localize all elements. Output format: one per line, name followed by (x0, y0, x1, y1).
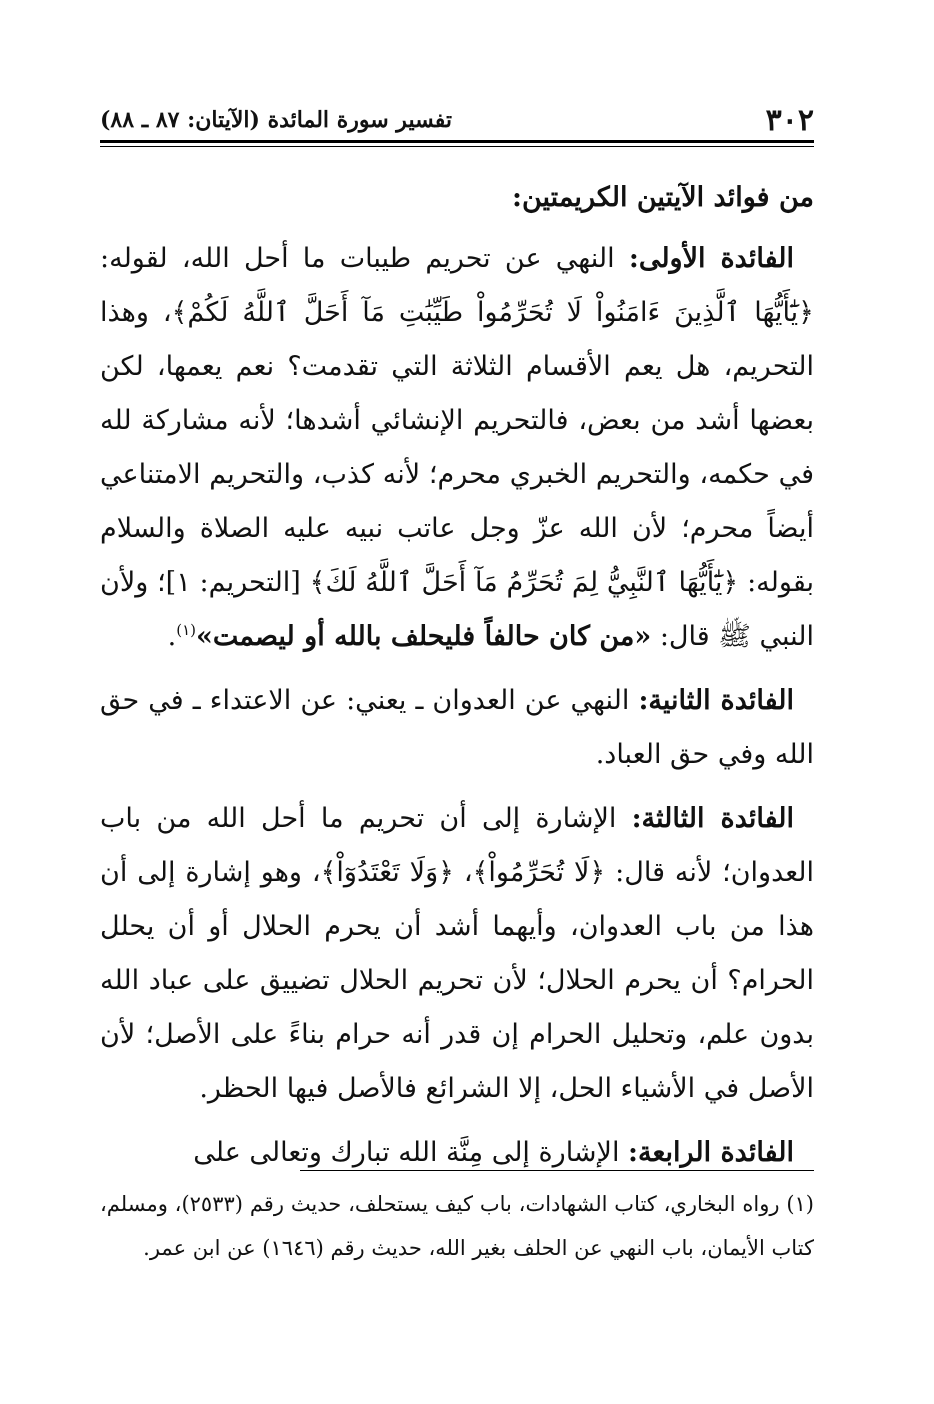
footnote-text: (١) رواه البخاري، كتاب الشهادات، باب كيف يستحلف، حديث رقم (٢٥٣٣)، ومسلم، كتاب الأيمان، باب النهي عن الحلف بغير الله، حديث رقم (١٦٤٦) عن ابن عمر. (100, 1192, 814, 1260)
benefit-2-text: النهي عن العدوان ـ يعني: عن الاعتداء ـ في حق الله وفي حق العباد. (100, 685, 814, 770)
benefit-1-verse-a: ﴿يَٰٓأَيُّهَا ٱلَّذِينَ ءَامَنُواْ لَا تُحَرِّمُواْ طَيِّبَٰتِ مَآ أَحَلَّ ٱللَّهُ لَكُمْ﴾ (171, 297, 815, 328)
footnote-divider (300, 1170, 814, 1171)
benefit-1-text-c: [التحريم: ١]؛ ولأن النبي ﷺ قال: (100, 567, 814, 652)
benefit-4-text: الإشارة إلى مِنَّة الله تبارك وتعالى على (193, 1137, 629, 1168)
benefit-3-text-b: ، (453, 857, 473, 888)
benefit-1-verse-b: ﴿يَٰٓأَيُّهَا ٱلنَّبِيُّ لِمَ تُحَرِّمُ مَآ أَحَلَّ ٱللَّهُ لَكَ﴾ (309, 567, 739, 598)
benefit-3-label: الفائدة الثالثة: (631, 803, 794, 834)
benefit-1-text-d: . (167, 621, 177, 652)
footnote-marker: (١) (176, 621, 196, 639)
page-number: ٣٠٢ (765, 102, 814, 138)
section-heading: من فوائد الآيتين الكريمتين: (512, 182, 814, 213)
benefit-1-text-b: ، وهذا التحريم، هل يعم الأقسام الثلاثة التي تقدمت؟ نعم يعمها، لكن بعضها أشد من بعض، فالتحريم الإنشائي أشدها؛ لأنه مشاركة لله في حكمه، والتحريم الخبري محرم؛ لأنه كذب، والتحريم الامتناعي أيضاً محرم؛ لأن الله عزّ وجل عاتب نبيه عليه الصلاة والسلام بقوله: (100, 297, 814, 598)
header-rule-thin (100, 146, 814, 147)
benefit-2 (100, 674, 814, 782)
footnote (100, 1182, 814, 1270)
benefit-4 (100, 1126, 814, 1180)
benefit-3-verse-a: ﴿لَا تُحَرِّمُواْ﴾ (472, 857, 606, 888)
benefit-3-verse-b: ﴿وَلَا تَعْتَدُوٓاْ﴾ (320, 857, 454, 888)
benefit-1-text-a: النهي عن تحريم طيبات ما أحل الله، لقوله: (100, 243, 629, 274)
main-text (100, 172, 814, 1190)
benefit-1 (100, 232, 814, 664)
benefit-1-label: الفائدة الأولى: (628, 243, 794, 274)
benefit-3 (100, 792, 814, 1116)
benefit-4-label: الفائدة الرابعة: (628, 1137, 794, 1168)
page-header (100, 95, 814, 145)
benefit-1-hadith: «من كان حالفاً فليحلف بالله أو ليصمت» (196, 621, 652, 652)
benefit-3-text-c: ، وهو إشارة إلى أن هذا من باب العدوان، وأيهما أشد أن يحرم الحلال أو أن يحلل الحرام؟ أن يحرم الحلال؛ لأن تحريم الحلال تضييق على عباد الله بدون علم، وتحليل الحرام إن قدر أنه حرام بناءً على الأصل؛ لأن الأصل في الأشياء الحل، إلا الشرائع فالأصل فيها الحظر. (100, 857, 814, 1104)
running-title: تفسير سورة المائدة (الآيتان: ٨٧ ـ ٨٨) (100, 107, 452, 133)
header-rule-thick (100, 140, 814, 143)
benefit-2-label: الفائدة الثانية: (638, 685, 794, 716)
benefit-3-text-a: الإشارة إلى أن تحريم ما أحل الله من باب العدوان؛ لأنه قال: (100, 803, 815, 888)
